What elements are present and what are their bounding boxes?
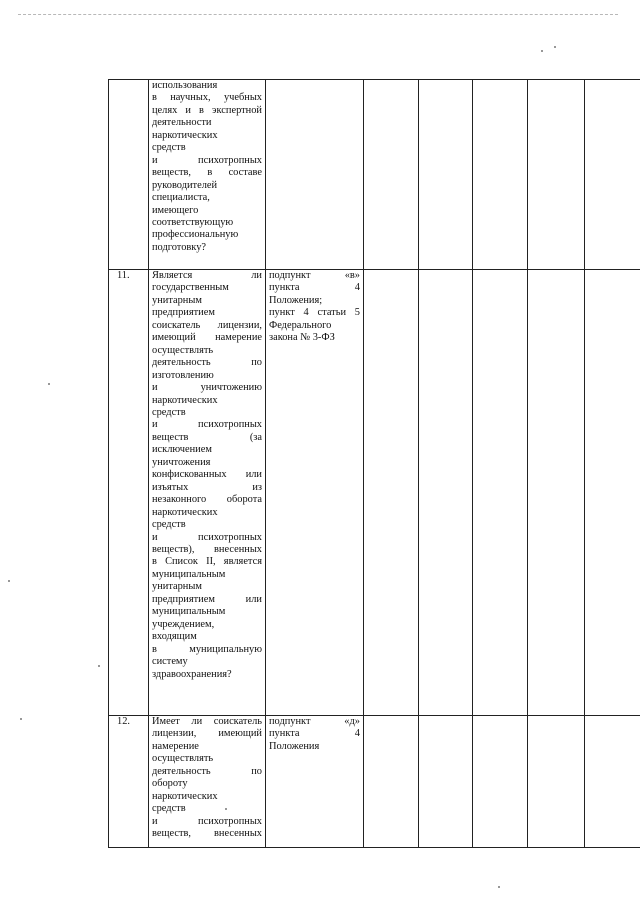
question-line: средств: [152, 406, 186, 418]
question-line: деятельность по: [152, 357, 262, 369]
reference-line: пункта 4: [269, 728, 360, 740]
question-line: в муниципальную: [152, 643, 262, 655]
question-line: и психотропных: [152, 815, 262, 827]
question-line: систему: [152, 656, 188, 668]
empty-cell: [528, 716, 585, 848]
question-line: учреждением,: [152, 618, 215, 630]
empty-cell: [364, 270, 419, 716]
question-line: наркотических: [152, 394, 218, 406]
question-line: деятельности: [152, 117, 212, 129]
question-line: и психотропных: [152, 154, 262, 166]
reference-line: пункт 4 статьи 5: [269, 307, 360, 319]
question-line: веществ, в составе: [152, 167, 262, 179]
question-line: унитарным: [152, 294, 202, 306]
reference-line: Положения: [269, 740, 320, 752]
question-line: лицензии, имеющий: [152, 728, 262, 740]
question-line: имеющего: [152, 204, 199, 216]
reference-line: Положения;: [269, 294, 323, 306]
empty-cell: [364, 716, 419, 848]
question-line: государственным: [152, 282, 229, 294]
scan-speck: [541, 50, 543, 52]
scan-speck: [48, 383, 50, 385]
question-line: предприятием: [152, 307, 215, 319]
question-line: незаконного оборота: [152, 494, 262, 506]
question-line: уничтожения: [152, 456, 211, 468]
question-line: руководителей: [152, 179, 218, 191]
reference-line: Федерального: [269, 319, 332, 331]
question-line: муниципальным: [152, 568, 226, 580]
question-line: предприятием или: [152, 593, 262, 605]
question-line: средств: [152, 519, 186, 531]
empty-cell: [528, 270, 585, 716]
question-line: целях и в экспертной: [152, 104, 262, 116]
question-line: и психотропных: [152, 531, 262, 543]
reference-cell: [266, 270, 364, 716]
question-line: изъятых из: [152, 481, 262, 493]
reference-line: подпункт «в»: [269, 270, 360, 281]
empty-cell: [473, 270, 528, 716]
question-cell: [149, 270, 266, 716]
scan-speck: [554, 46, 556, 48]
question-line: средств: [152, 803, 186, 815]
question-line: осуществлять: [152, 344, 214, 356]
question-line: в Список II, является: [152, 556, 262, 568]
empty-cell: [585, 716, 640, 848]
question-line: профессиональную: [152, 229, 239, 241]
row-number-cell: 12.: [109, 716, 149, 848]
question-cell: [149, 716, 266, 848]
empty-cell: [419, 270, 473, 716]
question-line: наркотических: [152, 506, 218, 518]
question-line: обороту: [152, 778, 188, 790]
question-line: и психотропных: [152, 419, 262, 431]
question-line: средств: [152, 142, 186, 154]
question-line: изготовлению: [152, 369, 214, 381]
reference-line: подпункт «д»: [269, 716, 360, 727]
empty-cell: [419, 80, 473, 270]
question-line: веществ (за: [152, 431, 262, 443]
question-line: Имеет ли соискатель: [152, 716, 262, 727]
empty-cell: [528, 80, 585, 270]
question-line: исключением: [152, 444, 212, 456]
table-row: [109, 80, 640, 270]
question-cell: [149, 80, 266, 270]
question-line: имеющий намерение: [152, 332, 262, 344]
row-number-cell: [109, 80, 149, 270]
question-line: подготовку?: [152, 241, 207, 253]
reference-line: закона № 3-ФЗ: [269, 332, 335, 344]
reference-cell: [266, 80, 364, 270]
question-line: входящим: [152, 631, 197, 643]
table-row: [109, 716, 640, 848]
question-line: в научных, учебных: [152, 92, 262, 104]
table-row: [109, 270, 640, 716]
question-line: веществ), внесенных: [152, 543, 262, 555]
question-line: унитарным: [152, 581, 202, 593]
scan-speck: [8, 580, 10, 582]
scan-speck: [498, 886, 500, 888]
row-number-cell: 11.: [109, 270, 149, 716]
question-line: Является ли: [152, 270, 262, 281]
question-line: намерение: [152, 740, 199, 752]
question-line: использования: [152, 80, 218, 91]
question-line: муниципальным: [152, 606, 226, 618]
reference-line: пункта 4: [269, 282, 360, 294]
empty-cell: [473, 80, 528, 270]
empty-cell: [364, 80, 419, 270]
question-line: деятельность по: [152, 765, 262, 777]
question-line: специалиста,: [152, 192, 210, 204]
reference-cell: [266, 716, 364, 848]
question-line: здравоохранения?: [152, 668, 232, 680]
question-line: наркотических: [152, 790, 218, 802]
scan-artifact-line: [18, 14, 618, 15]
empty-cell: [585, 80, 640, 270]
empty-cell: [419, 716, 473, 848]
scan-speck: [20, 718, 22, 720]
empty-cell: [585, 270, 640, 716]
question-line: соответствующую: [152, 216, 234, 228]
empty-cell: [473, 716, 528, 848]
question-line: соискатель лицензии,: [152, 319, 262, 331]
question-line: конфискованных или: [152, 469, 262, 481]
scan-speck: [98, 665, 100, 667]
checklist-table: [108, 79, 640, 848]
question-line: и уничтожению: [152, 382, 262, 394]
question-line: наркотических: [152, 129, 218, 141]
question-line: веществ, внесенных: [152, 828, 262, 840]
question-line: осуществлять: [152, 753, 214, 765]
